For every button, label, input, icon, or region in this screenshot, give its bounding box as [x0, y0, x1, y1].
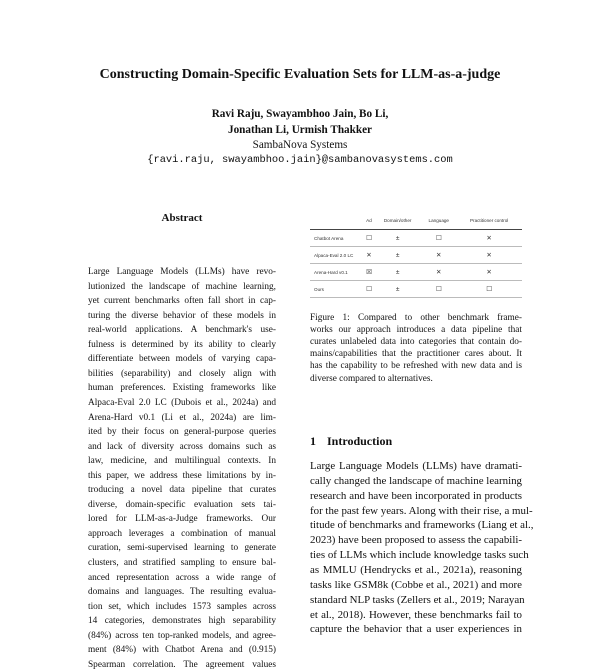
figure-table-row — [310, 230, 522, 247]
caption-line-text: Figure 1: Compared to other benchmark frame- — [310, 313, 522, 323]
abstract-line-text: and lack of diversity across domains such as — [88, 441, 276, 452]
figure-cell-mark: ☐ — [486, 286, 493, 293]
abstract-line-text: law, medicine, and multilingual contexts. In — [88, 456, 276, 467]
figure-cell-mark: ± — [395, 285, 400, 293]
intro-line-text: titude of benchmarks and frameworks (Liang et al., — [310, 519, 534, 532]
figure-column-header: Practitioner control — [469, 217, 509, 223]
abstract-line-text: approach leverages a combination of manual — [88, 528, 276, 539]
section-heading-introduction — [310, 434, 392, 449]
figure-cell-mark: ✕ — [486, 252, 492, 259]
section-number: 1 — [310, 434, 316, 448]
figure-table-row — [310, 264, 522, 281]
intro-line-text: capture the behavior that a user experiences in — [310, 623, 522, 636]
figure-cell-mark: ✕ — [486, 235, 492, 242]
intro-line-text: for the past few years. Along with their rise, a mul- — [310, 504, 533, 517]
abstract-line-text: (84%) across ten top-ranked models, and agree- — [88, 630, 276, 641]
figure-cell-mark: ☐ — [435, 286, 442, 293]
abstract-line-text: ment (84%) with Chatbot Arena and (0.915) — [88, 645, 276, 656]
caption-line-text: has the capability to be refreshed with new data and is — [310, 361, 522, 372]
abstract-line-text: Large Language Models (LLMs) have revo- — [88, 267, 276, 277]
abstract-line-text: yet current benchmarks often fall short in cap- — [88, 296, 276, 307]
figure-cell-mark: ✕ — [436, 252, 442, 259]
intro-line-text: as MMLU (Hendrycks et al., 2021a), reasoning — [310, 563, 522, 576]
affiliation: SambaNova Systems — [252, 139, 348, 151]
abstract-line-text: tion set, which includes 1573 samples across — [88, 601, 276, 612]
abstract-line-text: differentiate between models of varying capa- — [88, 354, 276, 365]
figure-row-label: Ours — [314, 286, 324, 292]
figure-row-label: Arena-Hard v0.1 — [314, 269, 348, 275]
figure-cell-mark: ✕ — [486, 269, 492, 276]
abstract-line-text: diverse, domain-specific evaluation sets tai- — [88, 499, 276, 510]
abstract-line-text: human preferences. Existing frameworks like — [88, 383, 276, 394]
figure-column-header — [310, 211, 364, 230]
intro-line-text: ties of LLMs which include knowledge tasks such — [310, 549, 529, 562]
abstract-line-text: ited by their focus on general-purpose queries — [88, 427, 276, 438]
figure-table-row — [310, 281, 522, 298]
figure-column-header: Language — [428, 217, 449, 223]
figure-cell-mark: ✕ — [436, 269, 442, 276]
abstract-line-text: fulness is determined by its ability to clearly — [88, 339, 276, 350]
intro-line-text: et al., 2018). However, these benchmarks fail to — [310, 608, 522, 621]
figure-cell-mark: ± — [395, 234, 400, 242]
abstract-line-text: Spearman correlation. The agreement values — [88, 659, 276, 670]
figure-column-header: Domain/other — [383, 217, 412, 223]
abstract-line-text: curation, semi-supervised learning to generate — [88, 543, 276, 554]
abstract-line-text: troducing a novel data pipeline that curates — [88, 485, 276, 496]
figure-row-label: Alpaca-Eval 2.0 LC — [314, 252, 354, 258]
caption-line-text: diverse compared to alternatives. — [310, 373, 433, 384]
figure-cell-mark: ± — [395, 268, 400, 276]
intro-line-text: research and have been incorporated in products — [310, 489, 522, 502]
intro-line-text: cally changed the landscape of machine learning — [310, 474, 522, 487]
intro-line-text: 2023) have been proposed to assess the capabili- — [310, 534, 523, 547]
figure-cell-mark: ✕ — [366, 252, 372, 259]
figure-cell-mark: ± — [395, 251, 400, 259]
abstract-line-text: 14 categories, demonstrates high separability — [88, 616, 276, 627]
abstract-line-text: lutionized the landscape of machine learning, — [88, 281, 276, 292]
abstract-line-text: lored for LLM-as-a-Judge frameworks. Our — [88, 514, 276, 525]
abstract-line-text: domains and languages. The resulting evalua- — [88, 587, 276, 598]
abstract-line-text: anced representation across a wide range of — [88, 572, 276, 583]
intro-line-text: standard NLP tasks (Zellers et al., 2019; Narayan — [310, 593, 525, 606]
author-emails: {ravi.raju, swayambhoo.jain}@sambanovasystems.com — [147, 154, 453, 166]
abstract-line-text: real-world applications. A benchmark's use- — [88, 325, 276, 336]
intro-line-text: Large Language Models (LLMs) have dramati- — [310, 460, 522, 472]
figure-cell-mark: ☒ — [366, 269, 372, 276]
abstract-line-text: this paper, we address these limitations by in- — [88, 470, 276, 481]
section-title: Introduction — [327, 434, 393, 448]
caption-line-text: mains/capabilities that the practitioner cares about. It — [310, 349, 522, 360]
authors-line-1: Ravi Raju, Swayambhoo Jain, Bo Li, — [211, 108, 389, 120]
figure-column-header: Ad — [366, 217, 372, 223]
authors-line-2: Jonathan Li, Urmish Thakker — [227, 124, 373, 136]
abstract-line-text: Alpaca-Eval 2.0 LC (Dubois et al., 2024a) and — [88, 397, 276, 408]
intro-line-text: tasks like GSM8k (Cobbe et al., 2021) and more — [310, 578, 522, 591]
figure-table-row — [310, 247, 522, 264]
abstract-line-text: clusters, and stratified sampling to ensure bal- — [88, 558, 276, 568]
abstract-line-text: bilities (separability) and closely align with — [88, 368, 276, 379]
figure-row-label: Chatbot Arena — [314, 235, 344, 241]
abstract-heading: Abstract — [161, 212, 203, 224]
abstract-line-text: Arena-Hard v0.1 (Li et al., 2024a) are lim- — [88, 412, 276, 423]
figure-cell-mark: ☐ — [366, 235, 372, 242]
figure-1-table — [310, 211, 522, 297]
abstract-line-text: turing the diverse behavior of these models in — [88, 310, 276, 321]
paper-title: Constructing Domain-Specific Evaluation Sets for LLM-as-a-judge — [99, 67, 501, 82]
caption-line-text: works our approach introduces a data pipeline that — [310, 325, 522, 336]
caption-line-text: curates unlabeled data into categories that contain do- — [310, 337, 522, 348]
figure-cell-mark: ☐ — [366, 286, 372, 293]
figure-cell-mark: ☐ — [435, 235, 442, 242]
